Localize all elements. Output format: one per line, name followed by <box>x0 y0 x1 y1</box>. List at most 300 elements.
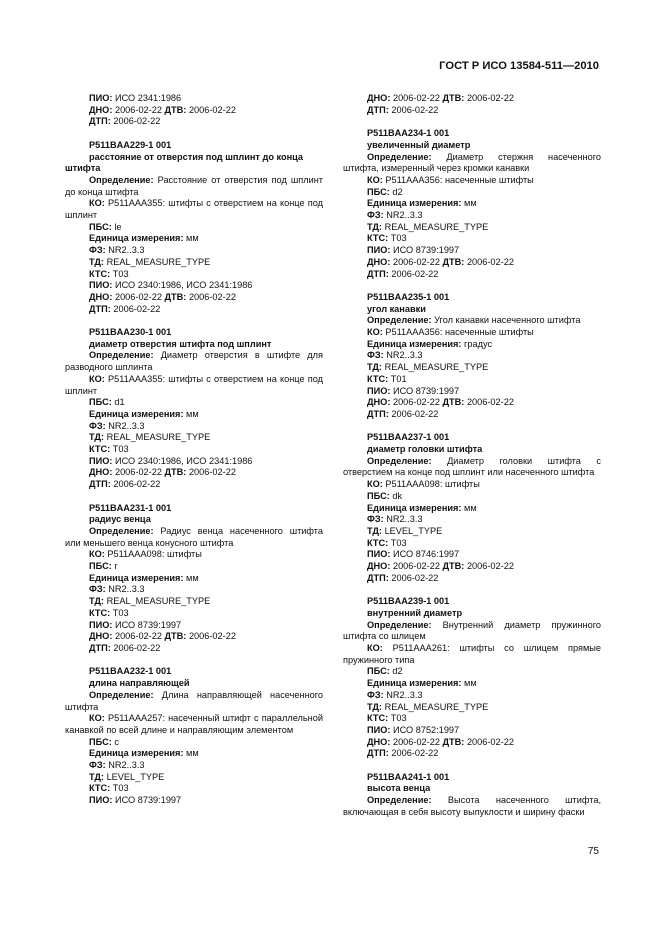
field-value: мм <box>186 748 199 759</box>
entry-field <box>89 748 323 760</box>
field-value: d2 <box>392 666 403 677</box>
field-value: T03 <box>112 268 129 279</box>
entry-ko <box>65 374 323 397</box>
field-label: ПИО: <box>89 619 113 630</box>
entry-field <box>89 772 323 784</box>
entry-code: P511BAA234-1 001 <box>367 128 450 139</box>
dictionary-entry <box>343 128 601 280</box>
field-label: КО: <box>367 479 383 490</box>
field-label: Единица измерения: <box>367 502 462 513</box>
field-label: КТС: <box>89 268 111 279</box>
entry-field <box>89 631 323 643</box>
entry-field <box>367 350 601 362</box>
field-value: 2006-02-22 <box>188 104 236 115</box>
entry-field <box>89 444 323 456</box>
field-label: ДНО: <box>367 397 391 408</box>
field-label: КТС: <box>367 537 389 548</box>
field-value: T03 <box>390 537 407 548</box>
page-number: 75 <box>587 846 599 857</box>
field-label: Единица измерения: <box>367 678 462 689</box>
field-label: КТС: <box>89 444 111 455</box>
field-label: ДТВ: <box>442 93 465 103</box>
field-label: КТС: <box>89 783 111 794</box>
entry-field <box>367 666 601 678</box>
field-value: 2006-02-22 <box>392 93 440 103</box>
field-value: 2006-02-22 <box>466 397 514 408</box>
field-value: d1 <box>114 397 125 408</box>
field-label: ТД: <box>367 362 382 373</box>
entry-field <box>89 737 323 749</box>
field-value: ИСО 2340:1986, ИСО 2341:1986 <box>114 455 253 466</box>
field-value: Диаметр стержня насеченного штифта, измеренный через кромки канавки <box>343 151 601 174</box>
field-label: Единица измерения: <box>367 338 462 349</box>
field-label: ТД: <box>89 256 104 267</box>
continued-entry <box>367 93 601 116</box>
entry-field <box>367 362 601 374</box>
field-label: ПИО: <box>367 549 391 560</box>
entry-field <box>89 116 323 128</box>
field-value: 2006-02-22 <box>466 93 514 103</box>
field-label: ПБС: <box>89 397 112 408</box>
field-label: КО: <box>367 174 383 185</box>
field-value: ИСО 8752:1997 <box>392 724 460 735</box>
field-value: P511AAA355: штифты с отверстием на конце под шплинт <box>65 373 323 396</box>
entry-field <box>367 198 601 210</box>
field-label: ДНО: <box>367 561 391 572</box>
entry-term: высота венца <box>367 783 431 794</box>
field-label: ФЗ: <box>89 584 106 595</box>
entry-field <box>367 702 601 714</box>
field-value: T01 <box>390 373 407 384</box>
entry-field <box>89 397 323 409</box>
entry-definition <box>65 350 323 373</box>
entry-field <box>367 397 601 409</box>
field-value: Угол канавки насеченного штифта <box>434 315 581 326</box>
field-label: Определение: <box>89 174 154 185</box>
field-label: ДТВ: <box>164 291 187 302</box>
entry-field <box>367 725 601 737</box>
field-value: REAL_MEASURE_TYPE <box>384 221 489 232</box>
entry-field <box>89 608 323 620</box>
entry-field <box>89 233 323 245</box>
field-value: r <box>114 561 118 572</box>
field-value: 2006-02-22 <box>113 303 161 314</box>
field-value: 2006-02-22 <box>188 467 236 478</box>
field-label: ПИО: <box>367 385 391 396</box>
field-label: Единица измерения: <box>89 233 184 244</box>
field-label: КТС: <box>89 607 111 618</box>
entry-field <box>89 269 323 281</box>
entry-field <box>367 93 601 105</box>
field-label: ПИО: <box>89 93 113 103</box>
entry-field <box>89 432 323 444</box>
field-label: ДТВ: <box>442 561 465 572</box>
entry-term: увеличенный диаметр <box>367 139 471 150</box>
field-value: 2006-02-22 <box>114 467 162 478</box>
field-value: P511AAA356: насеченные штифты <box>385 174 534 185</box>
field-label: ПБС: <box>89 561 112 572</box>
field-label: КО: <box>367 327 383 338</box>
entry-field <box>367 374 601 386</box>
entry-definition <box>65 690 323 713</box>
field-value: ИСО 8739:1997 <box>114 795 182 806</box>
field-label: ФЗ: <box>367 210 384 221</box>
field-label: ДТВ: <box>164 631 187 642</box>
entry-field <box>367 526 601 538</box>
field-value: Диаметр отверстия в штифте для разводного шплинта <box>65 350 323 373</box>
entry-term: диаметр отверстия штифта под шплинт <box>89 338 272 349</box>
field-label: Определение: <box>367 795 432 806</box>
field-value: мм <box>464 198 477 209</box>
field-value: 2006-02-22 <box>392 561 440 572</box>
field-value: d2 <box>392 186 403 197</box>
entry-field <box>89 93 323 105</box>
entry-definition <box>343 620 601 643</box>
field-label: Определение: <box>89 525 154 536</box>
field-label: ДТП: <box>367 748 389 759</box>
entry-code: P511BAA232-1 001 <box>89 666 172 677</box>
field-label: Единица измерения: <box>89 572 184 583</box>
field-value: P511AAA098: штифты <box>107 549 202 560</box>
field-label: ДНО: <box>367 736 391 747</box>
field-label: ДТП: <box>367 268 389 279</box>
field-label: ПИО: <box>89 455 113 466</box>
entry-code: P511BAA237-1 001 <box>367 432 450 443</box>
field-value: Радиус венца насеченного штифта или меньшего венца конусного штифта <box>65 525 323 548</box>
entry-field <box>367 678 601 690</box>
field-value: REAL_MEASURE_TYPE <box>106 256 211 267</box>
field-value: P511AAA355: штифты с отверстием на конце под шплинт <box>65 198 323 221</box>
field-label: ФЗ: <box>89 760 106 771</box>
entry-field <box>367 245 601 257</box>
field-label: КО: <box>89 713 105 724</box>
field-label: ДНО: <box>89 291 113 302</box>
dictionary-entry <box>343 771 601 819</box>
entry-field <box>367 409 601 421</box>
entry-field <box>89 257 323 269</box>
entry-field <box>367 210 601 222</box>
entry-field <box>367 233 601 245</box>
field-value: 2006-02-22 <box>391 408 439 419</box>
field-value: 2006-02-22 <box>114 104 162 115</box>
entry-field <box>89 280 323 292</box>
field-value: 2006-02-22 <box>466 736 514 747</box>
field-value: LEVEL_TYPE <box>384 525 443 536</box>
entry-term: расстояние от отверстия под шплинт до конца <box>89 151 303 162</box>
entry-ko <box>367 479 601 491</box>
field-value: ИСО 2340:1986, ИСО 2341:1986 <box>114 280 253 291</box>
field-label: ДТВ: <box>164 467 187 478</box>
entry-field <box>89 783 323 795</box>
field-value: Высота насеченного штифта, включающая в себя высоту выпуклости и ширину фаски <box>343 795 601 817</box>
field-value: P511AAA356: насеченные штифты <box>385 327 534 338</box>
left-column <box>65 93 324 819</box>
field-label: КО: <box>89 198 105 209</box>
field-label: ДНО: <box>89 104 113 115</box>
entry-field <box>367 491 601 503</box>
dictionary-entry <box>65 502 323 655</box>
field-value: REAL_MEASURE_TYPE <box>384 362 489 373</box>
entry-ko <box>367 327 601 339</box>
field-value: T03 <box>390 713 407 724</box>
entry-field <box>367 105 601 117</box>
field-value: REAL_MEASURE_TYPE <box>106 596 211 607</box>
right-column <box>343 93 601 830</box>
entry-field <box>89 245 323 257</box>
field-label: Единица измерения: <box>89 748 184 759</box>
field-label: ДТП: <box>89 116 111 127</box>
entry-definition <box>343 795 601 818</box>
field-value: T03 <box>112 444 129 455</box>
entry-definition <box>343 456 601 479</box>
entry-field <box>89 760 323 772</box>
field-value: NR2..3.3 <box>386 210 423 221</box>
field-label: ТД: <box>89 596 104 607</box>
entry-ko <box>367 175 601 187</box>
field-value: T03 <box>112 607 129 618</box>
dictionary-entry <box>65 327 323 491</box>
field-value: NR2..3.3 <box>108 420 145 431</box>
field-value: NR2..3.3 <box>108 760 145 771</box>
field-value: ИСО 8739:1997 <box>392 385 460 396</box>
entry-code: P511BAA241-1 001 <box>367 771 450 782</box>
field-label: Единица измерения: <box>367 198 462 209</box>
field-value: 2006-02-22 <box>392 736 440 747</box>
field-label: КТС: <box>367 373 389 384</box>
field-value: le <box>114 221 122 232</box>
field-label: ДНО: <box>367 256 391 267</box>
field-value: 2006-02-22 <box>391 104 439 115</box>
entry-field <box>89 596 323 608</box>
entry-code: P511BAA230-1 001 <box>89 327 172 338</box>
entry-field <box>367 257 601 269</box>
field-label: ТД: <box>367 701 382 712</box>
field-label: ФЗ: <box>367 350 384 361</box>
entry-definition <box>343 152 601 175</box>
entry-field <box>89 620 323 632</box>
field-value: dk <box>392 490 403 501</box>
field-value: ИСО 8739:1997 <box>392 245 460 256</box>
entry-ko <box>89 549 323 561</box>
field-label: ТД: <box>89 432 104 443</box>
field-value: P511AAA098: штифты <box>385 479 480 490</box>
field-label: Определение: <box>367 619 432 630</box>
field-value: REAL_MEASURE_TYPE <box>106 432 211 443</box>
dictionary-entry <box>343 596 601 760</box>
field-value: NR2..3.3 <box>386 689 423 700</box>
field-value: 2006-02-22 <box>114 291 162 302</box>
entry-term: угол канавки <box>367 303 426 314</box>
field-label: ДТП: <box>89 643 111 653</box>
field-label: ПБС: <box>367 186 390 197</box>
field-label: ДТП: <box>89 303 111 314</box>
entry-field <box>89 573 323 585</box>
dictionary-entry <box>343 432 601 584</box>
entry-field <box>89 421 323 433</box>
field-label: ДТВ: <box>442 397 465 408</box>
entry-field <box>367 514 601 526</box>
field-value: c <box>114 736 119 747</box>
field-value: ИСО 2341:1986 <box>114 93 182 103</box>
field-value: 2006-02-22 <box>391 748 439 759</box>
entry-code: P511BAA235-1 001 <box>367 291 450 302</box>
field-label: ДНО: <box>89 467 113 478</box>
entry-field <box>367 269 601 281</box>
entry-field <box>367 713 601 725</box>
field-value: 2006-02-22 <box>466 256 514 267</box>
field-label: ФЗ: <box>89 245 106 256</box>
field-value: 2006-02-22 <box>113 116 161 127</box>
field-label: ПБС: <box>367 666 390 677</box>
field-label: КО: <box>89 549 105 560</box>
entry-code: P511BAA229-1 001 <box>89 139 172 150</box>
entry-field <box>89 467 323 479</box>
entry-field <box>89 304 323 316</box>
field-value: Расстояние от отверстия под шплинт до конца штифта <box>65 174 323 197</box>
field-label: ДНО: <box>367 93 391 103</box>
field-value: 2006-02-22 <box>391 268 439 279</box>
field-value: P511AAA257: насеченный штифт с параллельной канавкой по всей длине и направляющим элементом <box>65 713 323 735</box>
field-label: КО: <box>367 642 383 653</box>
field-label: ДТП: <box>367 104 389 115</box>
field-label: ПБС: <box>89 221 112 232</box>
field-label: ТД: <box>89 771 104 782</box>
entry-field <box>367 748 601 760</box>
dictionary-entry <box>367 292 601 421</box>
entry-code: P511BAA239-1 001 <box>367 596 450 607</box>
field-value: Внутренний диаметр пружинного штифта со шлицем <box>343 619 601 642</box>
field-label: Определение: <box>367 455 432 466</box>
entry-code: P511BAA231-1 001 <box>89 502 172 513</box>
field-value: 2006-02-22 <box>188 631 236 642</box>
field-label: ПИО: <box>89 280 113 291</box>
entry-field <box>367 737 601 749</box>
field-value: T03 <box>390 233 407 244</box>
field-value: мм <box>186 233 199 244</box>
entry-field <box>367 690 601 702</box>
field-value: мм <box>464 678 477 689</box>
entry-term: длина направляющей <box>89 678 190 689</box>
field-value: Диаметр головки штифта с отверстием на конце под шплинт или насеченного штифта <box>343 455 601 478</box>
field-label: ДНО: <box>89 631 113 642</box>
field-value: NR2..3.3 <box>386 514 423 525</box>
field-value: 2006-02-22 <box>114 631 162 642</box>
entry-field <box>367 561 601 573</box>
field-value: ИСО 8739:1997 <box>114 619 182 630</box>
entry-field <box>367 339 601 351</box>
entry-field <box>89 456 323 468</box>
field-label: ДТП: <box>367 408 389 419</box>
field-value: LEVEL_TYPE <box>106 771 165 782</box>
entry-term: внутренний диаметр <box>367 607 463 618</box>
entry-definition <box>65 526 323 549</box>
entry-field <box>367 187 601 199</box>
dictionary-entry <box>65 139 323 316</box>
field-label: ДТВ: <box>164 104 187 115</box>
field-label: ДТВ: <box>442 736 465 747</box>
field-value: 2006-02-22 <box>113 643 161 653</box>
field-label: КО: <box>89 373 105 384</box>
entry-term: диаметр головки штифта <box>367 444 483 455</box>
field-label: Определение: <box>89 689 154 700</box>
field-value: NR2..3.3 <box>108 584 145 595</box>
field-value: Длина направляющей насеченного штифта <box>65 689 324 712</box>
field-label: Определение: <box>367 315 432 326</box>
entry-field <box>89 292 323 304</box>
field-value: NR2..3.3 <box>108 245 145 256</box>
entry-field <box>89 643 323 655</box>
entry-field <box>367 573 601 585</box>
field-label: ТД: <box>367 221 382 232</box>
field-value: REAL_MEASURE_TYPE <box>384 701 489 712</box>
field-label: ФЗ: <box>367 514 384 525</box>
field-label: Единица измерения: <box>89 408 184 419</box>
entry-field <box>367 538 601 550</box>
field-label: ДТП: <box>89 479 111 490</box>
field-value: 2006-02-22 <box>113 479 161 490</box>
field-value: P511AAA261: штифты со шлицем прямые пружинного типа <box>343 642 601 665</box>
field-label: ФЗ: <box>89 420 106 431</box>
entry-field <box>89 409 323 421</box>
field-label: КТС: <box>367 713 389 724</box>
entry-field <box>367 549 601 561</box>
entry-field <box>89 222 323 234</box>
field-label: ПИО: <box>367 724 391 735</box>
field-value: 2006-02-22 <box>188 291 236 302</box>
field-value: ИСО 8746:1997 <box>392 549 460 560</box>
entry-field <box>89 795 323 807</box>
entry-field <box>89 479 323 491</box>
field-value: 2006-02-22 <box>392 397 440 408</box>
entry-field <box>367 386 601 398</box>
entry-field <box>367 503 601 515</box>
field-value: мм <box>186 408 199 419</box>
field-label: ПИО: <box>89 795 113 806</box>
entry-field <box>367 222 601 234</box>
entry-term: радиус венца <box>89 514 151 525</box>
field-value: 2006-02-22 <box>392 256 440 267</box>
field-value: мм <box>464 502 477 513</box>
entry-ko <box>65 198 323 221</box>
field-value: мм <box>186 572 199 583</box>
dictionary-entry <box>65 666 324 806</box>
entry-field <box>89 584 323 596</box>
page-header-title: ГОСТ Р ИСО 13584-511—2010 <box>439 60 599 72</box>
entry-field <box>89 105 323 117</box>
field-label: ПИО: <box>367 245 391 256</box>
entry-ko <box>343 643 601 666</box>
field-label: ФЗ: <box>367 689 384 700</box>
field-label: КТС: <box>367 233 389 244</box>
entry-definition <box>65 175 323 198</box>
entry-ko <box>65 713 323 736</box>
entry-term: штифта <box>65 163 101 174</box>
field-value: градус <box>464 338 493 349</box>
field-label: ПБС: <box>89 736 112 747</box>
entry-definition <box>367 315 601 327</box>
field-label: Определение: <box>367 151 432 162</box>
entry-field <box>89 561 323 573</box>
field-label: Определение: <box>89 350 154 361</box>
field-label: ДТП: <box>367 572 389 583</box>
field-value: 2006-02-22 <box>466 561 514 572</box>
continued-entry <box>89 93 323 128</box>
field-value: 2006-02-22 <box>391 572 439 583</box>
field-value: T03 <box>112 783 129 794</box>
field-label: ПБС: <box>367 490 390 501</box>
field-value: NR2..3.3 <box>386 350 423 361</box>
field-label: ДТВ: <box>442 256 465 267</box>
